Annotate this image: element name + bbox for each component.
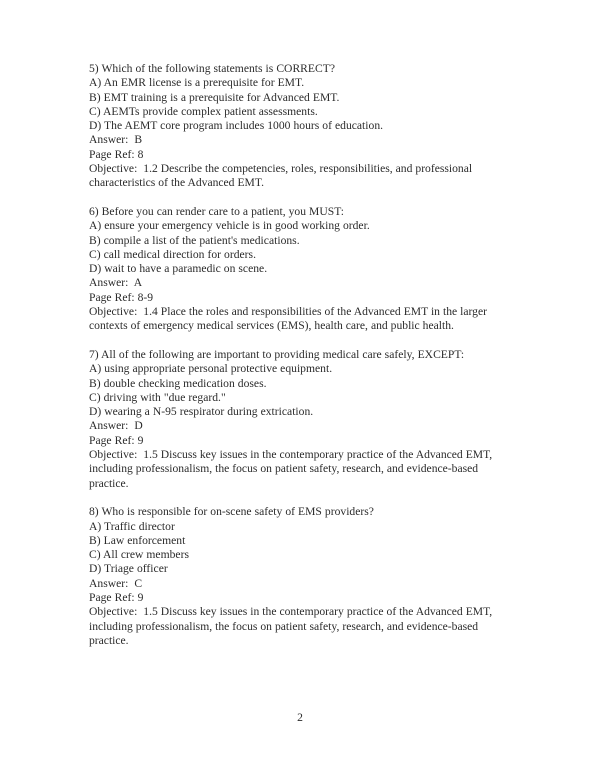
question-option: A) Traffic director	[89, 519, 175, 533]
answer-line: Answer: B	[89, 133, 143, 147]
page-ref-line: Page Ref: 8	[89, 147, 144, 161]
answer-line: Answer: D	[89, 419, 143, 433]
question-option: A) using appropriate personal protective equipment.	[89, 362, 333, 376]
answer-line: Answer: C	[89, 576, 143, 590]
question-list	[89, 62, 494, 662]
question-block	[89, 62, 494, 191]
answer-line: Answer: A	[89, 276, 143, 290]
question-option: B) Law enforcement	[89, 533, 186, 547]
question-option: C) driving with "due regard."	[89, 390, 226, 404]
question-option: B) double checking medication doses.	[89, 376, 267, 390]
page-ref-line: Page Ref: 9	[89, 590, 144, 604]
question-option: C) AEMTs provide complex patient assessments.	[89, 104, 318, 118]
objective-line: Objective: 1.2 Describe the competencies, roles, responsibilities, and professional characteristics of the Advanced EMT.	[89, 162, 476, 190]
objective-line: Objective: 1.5 Discuss key issues in the contemporary practice of the Advanced EMT, including professionalism, the focus on patient safety, research, and evidence-based practice.	[89, 605, 496, 647]
question-stem: 7) All of the following are important to providing medical care safely, EXCEPT:	[89, 347, 465, 361]
question-option: C) All crew members	[89, 548, 189, 562]
objective-line: Objective: 1.4 Place the roles and responsibilities of the Advanced EMT in the larger contexts of emergency medical services (EMS), health care, and public health.	[89, 305, 490, 333]
question-stem: 6) Before you can render care to a patient, you MUST:	[89, 204, 344, 218]
question-option: A) ensure your emergency vehicle is in good working order.	[89, 219, 370, 233]
question-stem: 5) Which of the following statements is CORRECT?	[89, 62, 336, 75]
question-block	[89, 505, 494, 648]
page-ref-line: Page Ref: 8-9	[89, 290, 154, 304]
question-option: D) wearing a N-95 respirator during extrication.	[89, 405, 314, 419]
question-block	[89, 348, 494, 491]
question-option: D) The AEMT core program includes 1000 hours of education.	[89, 119, 384, 133]
page-number: 2	[297, 711, 303, 724]
question-option: C) call medical direction for orders.	[89, 247, 256, 261]
question-option: D) Triage officer	[89, 562, 168, 576]
question-option: B) compile a list of the patient's medications.	[89, 233, 300, 247]
question-stem: 8) Who is responsible for on-scene safety of EMS providers?	[89, 505, 374, 519]
question-option: A) An EMR license is a prerequisite for EMT.	[89, 76, 305, 90]
page-ref-line: Page Ref: 9	[89, 433, 144, 447]
objective-line: Objective: 1.5 Discuss key issues in the contemporary practice of the Advanced EMT, including professionalism, the focus on patient safety, research, and evidence-based practice.	[89, 448, 496, 490]
question-option: B) EMT training is a prerequisite for Advanced EMT.	[89, 90, 340, 104]
question-block	[89, 205, 494, 334]
question-option: D) wait to have a paramedic on scene.	[89, 262, 268, 276]
